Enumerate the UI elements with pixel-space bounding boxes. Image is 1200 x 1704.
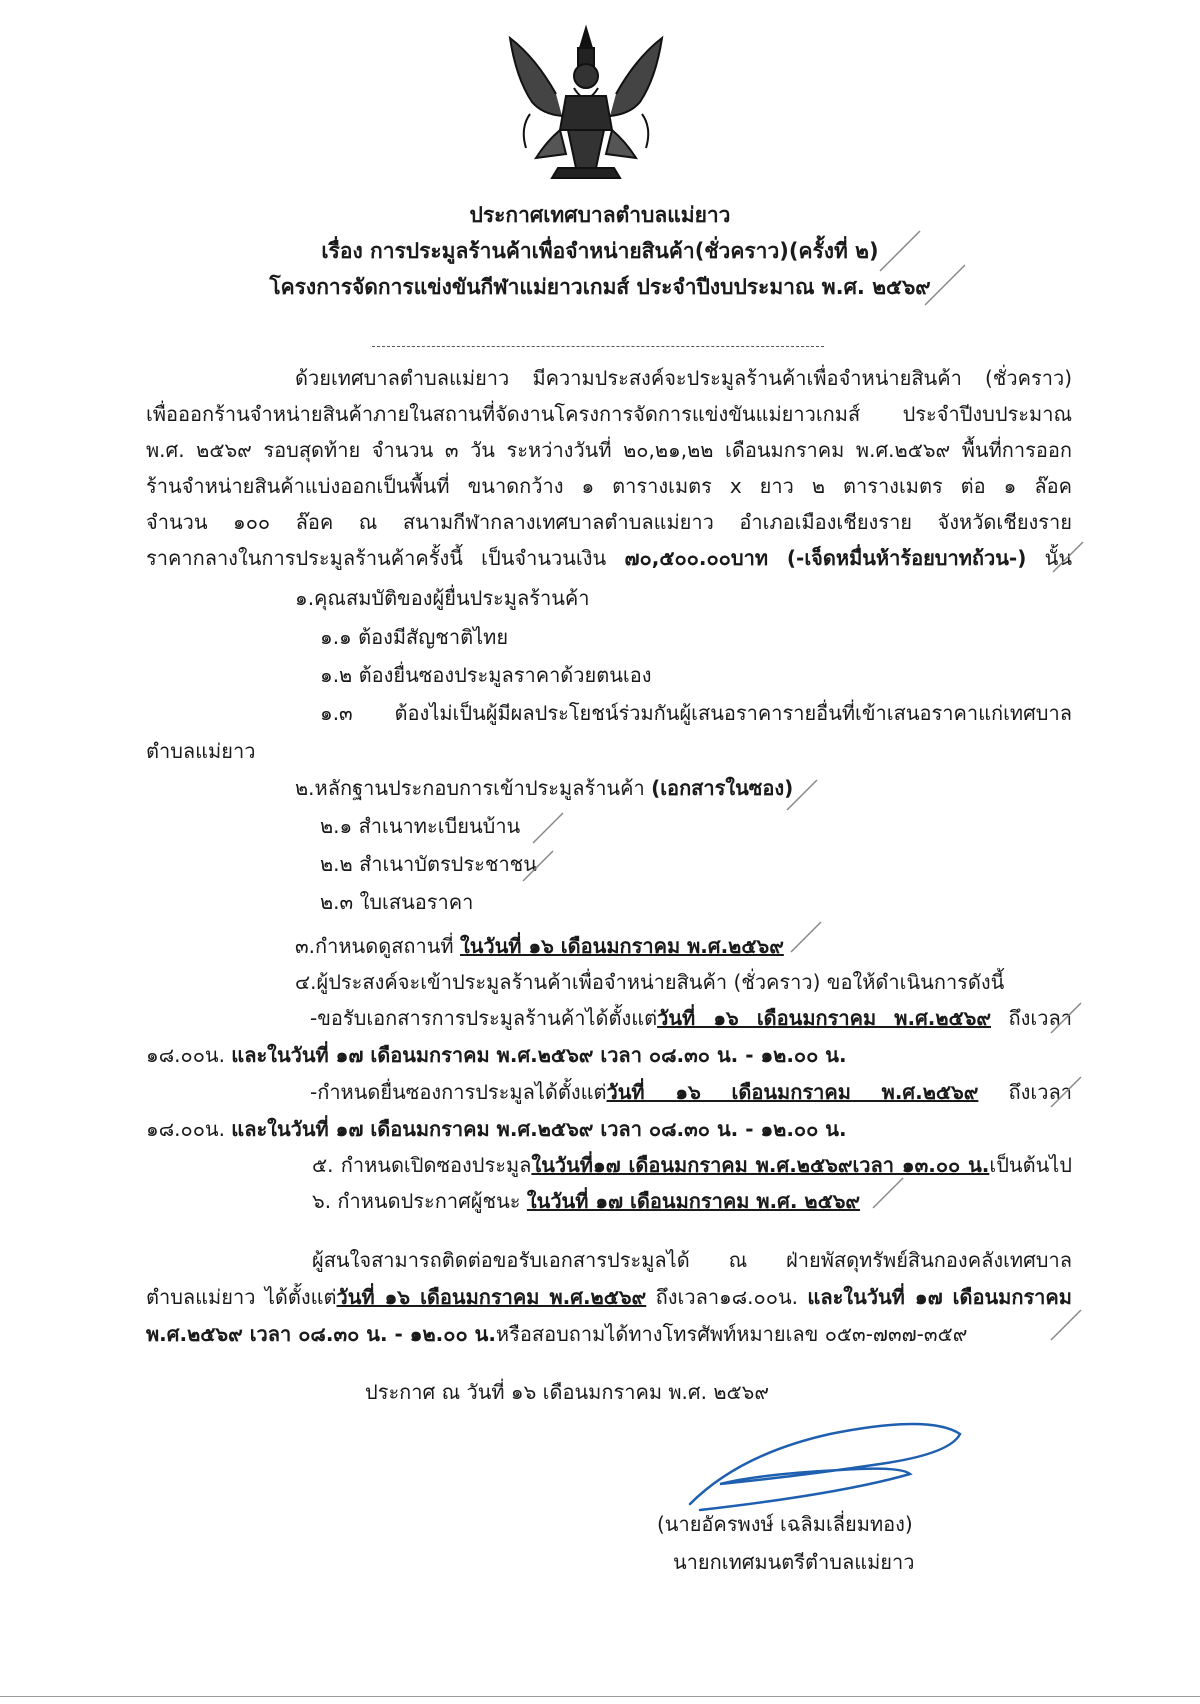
signer-title: นายกเทศมนตรีตำบลแม่ยาว (673, 1550, 915, 1574)
signer-name: (นายอัครพงษ์ เฉลิมเลี่ยมทอง) (657, 1512, 913, 1536)
intro-line-2: เพื่อออกร้านจำหน่ายสินค้าภายในสถานที่จัดงานโครงการจัดการแข่งขันแม่ยาวเกมส์ ประจำปีงบประมาณ (146, 402, 1072, 426)
section-4-b-label: -กำหนดยื่นซองการประมูลได้ตั้งแต่ (310, 1080, 607, 1104)
initial-tick-icon (518, 846, 558, 886)
reference-price-label: ราคากลางในการประมูลร้านค้าครั้งนี้ เป็นจำนวนเงิน (146, 546, 625, 570)
section-1-title: ๑.คุณสมบัติของผู้ยื่นประมูลร้านค้า (295, 586, 590, 610)
section-4-title: ๔.ผู้ประสงค์จะเข้าประมูลร้านค้าเพื่อจำหน่ายสินค้า (ชั่วคราว) ขอให้ดำเนินการดังนี้ (295, 970, 1005, 994)
initial-tick-icon (1048, 537, 1088, 577)
reference-price-suffix: นั้น (1026, 546, 1073, 570)
section-4-b (310, 1078, 1072, 1106)
section-2-item-3: ๒.๓ ใบเสนอราคา (320, 890, 474, 914)
section-4-a-date: วันที่ ๑๖ เดือนมกราคม พ.ศ.๒๕๖๙ (657, 1006, 992, 1030)
contact-line-2-label: ตำบลแม่ยาว ได้ตั้งแต่ (146, 1285, 337, 1309)
intro-line-4: ร้านจำหน่ายสินค้าแบ่งออกเป็นพื้นที่ ขนาดกว้าง ๑ ตารางเมตร x ยาว ๒ ตารางเมตร ต่อ ๑ ล๊อค (146, 474, 1072, 498)
contact-line-2 (146, 1283, 1072, 1311)
authority-heading: ประกาศเทศบาลตำบลแม่ยาว (469, 203, 731, 227)
contact-line-2-date: วันที่ ๑๖ เดือนมกราคม พ.ศ.๒๕๖๙ (336, 1285, 647, 1309)
intro-line-6 (146, 544, 1072, 572)
project-heading: โครงการจัดการแข่งขันกีฬาแม่ยาวเกมส์ ประจำปีงบประมาณ พ.ศ. ๒๕๖๙ (269, 275, 931, 299)
initial-tick-icon (1046, 1305, 1086, 1345)
section-4-b-time: ๑๘.๐๐น. (146, 1117, 232, 1141)
section-2-item-1: ๒.๑ สำเนาทะเบียนบ้าน (320, 814, 521, 838)
initial-tick-icon (868, 1173, 908, 1213)
section-1-item-3: ๑.๓ ต้องไม่เป็นผู้มีผลประโยชน์ร่วมกันผู้เสนอราคารายอื่นที่เข้าเสนอราคาแก่เทศบาล (320, 701, 1072, 725)
garuda-emblem-icon (496, 18, 676, 186)
section-5-label: ๕. กำหนดเปิดซองประมูล (312, 1153, 532, 1177)
initial-tick-icon (920, 260, 970, 310)
section-2-title-bold: (เอกสารในซอง) (651, 776, 794, 800)
section-4-b-second-day: และในวันที่ ๑๗ เดือนมกราคม พ.ศ.๒๕๖๙ เวลา ๐๘.๓๐ น. - ๑๒.๐๐ น. (231, 1117, 847, 1141)
section-4-a-cont (146, 1041, 847, 1069)
initial-tick-icon (782, 775, 822, 815)
section-3 (295, 932, 784, 960)
intro-line-3: พ.ศ. ๒๕๖๙ รอบสุดท้าย จำนวน ๓ วัน ระหว่างวันที่ ๒๐,๒๑,๒๒ เดือนมกราคม พ.ศ.๒๕๖๙ พื้นที่การออก (146, 438, 1072, 462)
section-5-datetime: ในวันที่๑๗ เดือนมกราคม พ.ศ.๒๕๖๙เวลา ๑๓.๐๐ น. (531, 1153, 990, 1177)
section-4-a-second-day: และในวันที่ ๑๗ เดือนมกราคม พ.ศ.๒๕๖๙ เวลา ๐๘.๓๐ น. - ๑๒.๐๐ น. (231, 1043, 847, 1067)
section-6-label: ๖. กำหนดประกาศผู้ชนะ (312, 1189, 527, 1213)
section-4-b-suffix: ถึงเวลา (978, 1080, 1072, 1104)
intro-line-5: จำนวน ๑๐๐ ล๊อค ณ สนามกีฬากลางเทศบาลตำบลแม่ยาว อำเภอเมืองเชียงราย จังหวัดเชียงราย (146, 510, 1072, 534)
section-1-item-2: ๑.๒ ต้องยื่นซองประมูลราคาด้วยตนเอง (320, 663, 652, 687)
contact-line-3 (146, 1320, 967, 1348)
section-5-suffix: เป็นต้นไป (989, 1153, 1072, 1177)
section-6 (312, 1187, 860, 1215)
section-4-b-date: วันที่ ๑๖ เดือนมกราคม พ.ศ.๒๕๖๙ (606, 1080, 979, 1104)
initial-tick-icon (1046, 998, 1086, 1038)
section-1-item-1: ๑.๑ ต้องมีสัญชาติไทย (320, 625, 509, 649)
initial-tick-icon (875, 226, 925, 276)
section-6-date: ในวันที่ ๑๗ เดือนมกราคม พ.ศ. ๒๕๖๙ (526, 1189, 861, 1213)
section-4-a-label: -ขอรับเอกสารการประมูลร้านค้าได้ตั้งแต่ (310, 1006, 658, 1030)
initial-tick-icon (786, 917, 826, 957)
contact-line-1: ผู้สนใจสามารถติดต่อขอรับเอกสารประมูลได้ ณ ฝ่ายพัสดุทรัพย์สินกองคลังเทศบาล (312, 1248, 1072, 1272)
scan-edge-line (0, 1696, 1200, 1697)
section-2-title (295, 774, 793, 802)
section-3-date: ในวันที่ ๑๖ เดือนมกราคม พ.ศ.๒๕๖๙ (459, 934, 784, 958)
section-4-b-cont (146, 1115, 847, 1143)
initial-tick-icon (528, 808, 568, 848)
section-2-title-text: ๒.หลักฐานประกอบการเข้าประมูลร้านค้า (295, 776, 652, 800)
subject-heading: เรื่อง การประมูลร้านค้าเพื่อจำหน่ายสินค้า(ชั่วคราว)(ครั้งที่ ๒) (321, 239, 879, 263)
contact-phone: หรือสอบถามได้ทางโทรศัพท์หมายเลข ๐๕๓-๗๓๗-๓๕๙ (495, 1322, 968, 1346)
initial-tick-icon (1046, 1072, 1086, 1112)
section-5 (312, 1151, 1072, 1179)
section-4-a (310, 1004, 1072, 1032)
announcement-date: ประกาศ ณ วันที่ ๑๖ เดือนมกราคม พ.ศ. ๒๕๖๙ (365, 1380, 769, 1404)
signature-icon (680, 1414, 980, 1514)
section-2-item-2: ๒.๒ สำเนาบัตรประชาชน (320, 852, 537, 876)
separator-line (372, 346, 824, 347)
section-1-item-3-cont: ตำบลแม่ยาว (146, 739, 256, 763)
contact-line-3-hours: พ.ศ.๒๕๖๙ เวลา ๐๘.๓๐ น. - ๑๒.๐๐ น. (146, 1322, 496, 1346)
section-3-label: ๓.กำหนดดูสถานที่ (295, 934, 460, 958)
intro-line-1: ด้วยเทศบาลตำบลแม่ยาว มีความประสงค์จะประมูลร้านค้าเพื่อจำหน่ายสินค้า (ชั่วคราว) (295, 366, 1072, 390)
reference-price-value: ๗๐,๕๐๐.๐๐บาท (-เจ็ดหมื่นห้าร้อยบาทถ้วน-) (624, 546, 1027, 570)
contact-line-2-time: ถึงเวลา๑๘.๐๐น. (646, 1285, 808, 1309)
section-4-a-suffix: ถึงเวลา (991, 1006, 1072, 1030)
contact-line-2-second-day: และในวันที่ ๑๗ เดือนมกราคม (807, 1285, 1072, 1309)
section-4-a-time: ๑๘.๐๐น. (146, 1043, 232, 1067)
